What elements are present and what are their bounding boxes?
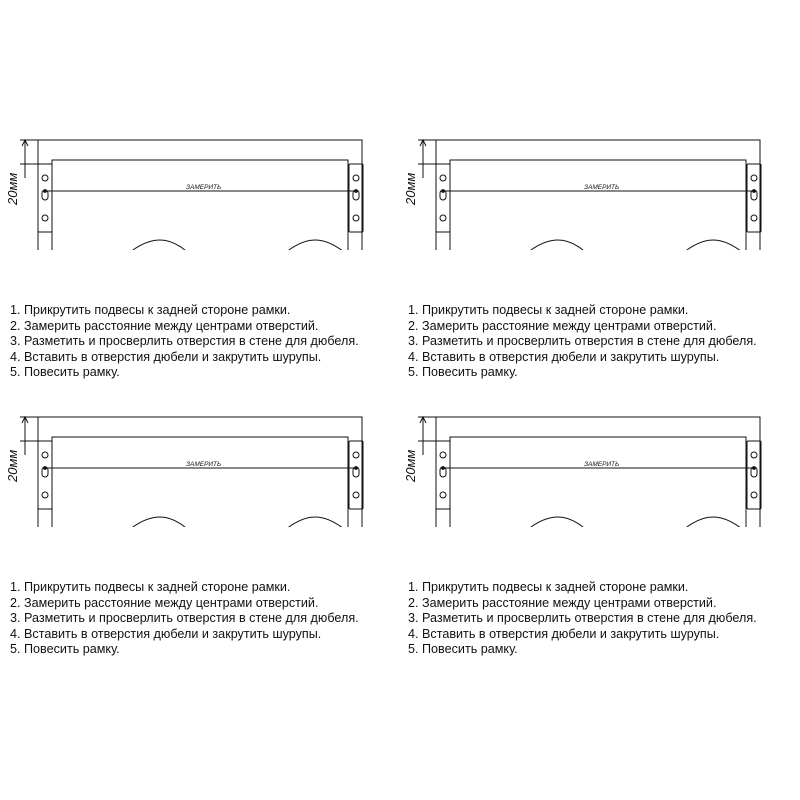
- instruction-step: 5. Повесить рамку.: [408, 365, 518, 380]
- instruction-step: 1. Прикрутить подвесы к задней стороне рамки.: [10, 580, 291, 594]
- instruction-step: 3. Разметить и просверлить отверстия в стене для дюбеля.: [408, 611, 757, 626]
- dimension-label: 20мм: [403, 449, 418, 482]
- wall-wave: [408, 517, 783, 527]
- frame-diagram: [398, 0, 798, 250]
- instruction-step: 2. Замерить расстояние между центрами отверстий.: [408, 595, 717, 610]
- left-hanger: [436, 164, 450, 232]
- right-hanger: [349, 441, 363, 509]
- instruction-step: 1. Прикрутить подвесы к задней стороне рамки.: [408, 303, 689, 317]
- outer-frame: [436, 140, 760, 250]
- frame-diagram: [398, 277, 798, 527]
- measure-label: ЗАМЕРИТЬ: [186, 184, 222, 191]
- measure-label: ЗАМЕРИТЬ: [584, 461, 620, 468]
- instruction-step: 5. Повесить рамку.: [10, 642, 120, 657]
- instruction-step: 2. Замерить расстояние между центрами отверстий.: [408, 318, 717, 333]
- instruction-step: 5. Повесить рамку.: [10, 365, 120, 380]
- instruction-step: 4. Вставить в отверстия дюбели и закрутить шурупы.: [10, 626, 322, 641]
- instruction-step: 1. Прикрутить подвесы к задней стороне рамки.: [408, 580, 689, 594]
- right-hanger: [747, 164, 761, 232]
- dimension-label: 20мм: [5, 172, 20, 205]
- left-hanger: [38, 164, 52, 232]
- measure-label: ЗАМЕРИТЬ: [584, 184, 620, 191]
- frame-diagram: [0, 0, 400, 250]
- instruction-step: 4. Вставить в отверстия дюбели и закрутить шурупы.: [408, 349, 720, 364]
- wall-wave: [10, 517, 385, 527]
- instruction-step: 3. Разметить и просверлить отверстия в стене для дюбеля.: [408, 334, 757, 349]
- inner-frame: [52, 437, 348, 527]
- instruction-step: 3. Разметить и просверлить отверстия в стене для дюбеля.: [10, 334, 359, 349]
- instruction-step: 5. Повесить рамку.: [408, 642, 518, 657]
- instruction-step: 1. Прикрутить подвесы к задней стороне рамки.: [10, 303, 291, 317]
- panel-bottom-right: [398, 277, 798, 677]
- inner-frame: [450, 160, 746, 250]
- dimension-label: 20мм: [5, 449, 20, 482]
- left-hanger: [38, 441, 52, 509]
- instruction-step: 3. Разметить и просверлить отверстия в стене для дюбеля.: [10, 611, 359, 626]
- instruction-step: 4. Вставить в отверстия дюбели и закрутить шурупы.: [10, 349, 322, 364]
- measure-label: ЗАМЕРИТЬ: [186, 461, 222, 468]
- instruction-list: [10, 580, 359, 658]
- outer-frame: [436, 417, 760, 527]
- wall-wave: [408, 240, 783, 250]
- inner-frame: [52, 160, 348, 250]
- outer-frame: [38, 140, 362, 250]
- instruction-step: 2. Замерить расстояние между центрами отверстий.: [10, 595, 319, 610]
- dimension-label: 20мм: [403, 172, 418, 205]
- wall-wave: [10, 240, 385, 250]
- left-hanger: [436, 441, 450, 509]
- panel-bottom-left: [0, 277, 400, 677]
- instruction-step: 4. Вставить в отверстия дюбели и закрутить шурупы.: [408, 626, 720, 641]
- right-hanger: [747, 441, 761, 509]
- right-hanger: [349, 164, 363, 232]
- instruction-list: [408, 580, 757, 658]
- inner-frame: [450, 437, 746, 527]
- outer-frame: [38, 417, 362, 527]
- instruction-step: 2. Замерить расстояние между центрами отверстий.: [10, 318, 319, 333]
- frame-diagram: [0, 277, 400, 527]
